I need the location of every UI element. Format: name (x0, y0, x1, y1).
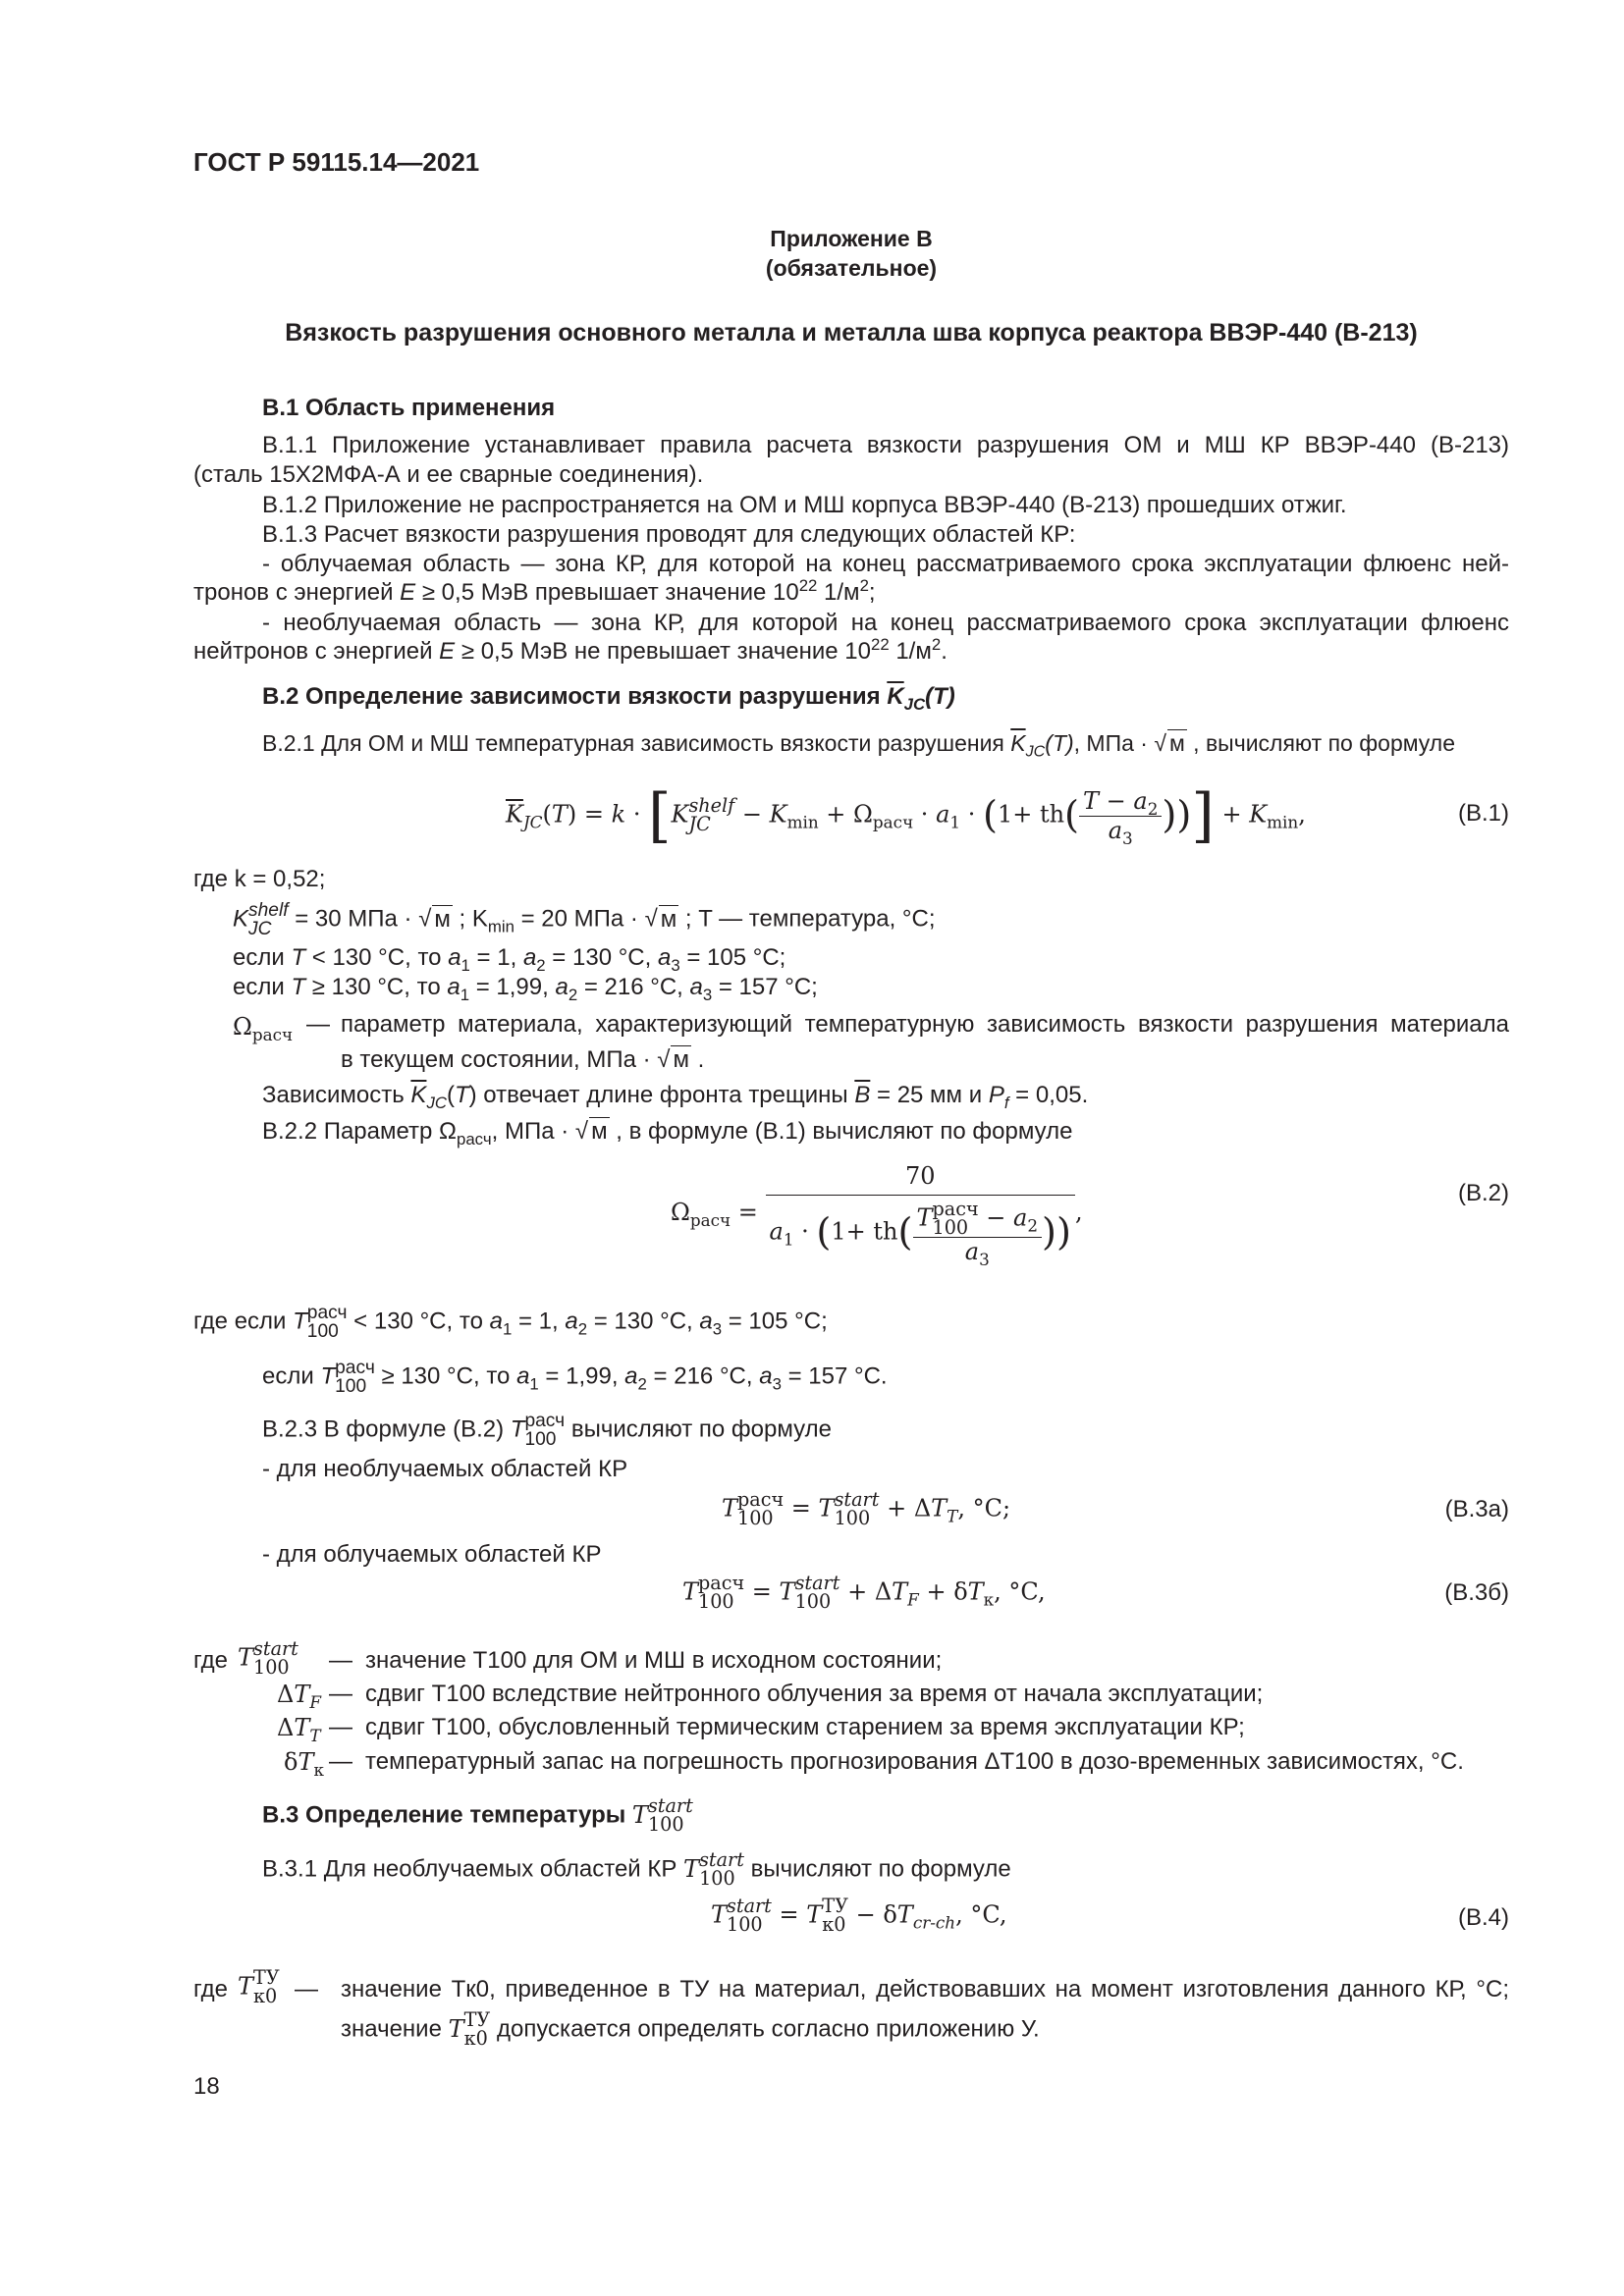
section-heading-b3: В.3 Определение температуры T start 100 (262, 1794, 693, 1837)
equation-number-b1: (В.1) (1457, 800, 1509, 827)
formula-b3a: T расч 100 = T start 100 + $\Delta T_T$, °C; (722, 1488, 1011, 1530)
paragraph-b11-line2: (сталь 15Х2МФА-А и ее сварные соединения). (193, 461, 704, 488)
paragraph-b11-line1: В.1.1 Приложение устанавливает правила расчета вязкости разрушения ОМ и МШ КР ВВЭР-440 (В-213) (262, 432, 1509, 458)
definitions-where-label: где (193, 1647, 229, 1674)
def-delta-tt-dash: — (329, 1714, 352, 1740)
paragraph-b22: В.2.2 Параметр $\Omega_{расч}$, МПа · √ м , в формуле (В.1) вычисляют по формуле (262, 1118, 1073, 1148)
b4-where-label: где (193, 1976, 229, 2002)
def-t100-start-dash: — (329, 1647, 352, 1674)
section-heading-b1: В.1 Область применения (262, 395, 556, 421)
def-delta-tf-symbol: $\Delta T_F$ (277, 1681, 322, 1712)
bullet-nonirradiated-line2: нейтронов с энергией E ≥ 0,5 МэВ не превышает значение $10^{22}$ $1/м^2$. (193, 635, 947, 665)
def-t100-start-symbol: T start 100 (238, 1637, 298, 1680)
b4-dash: — (295, 1976, 318, 2002)
def-delta-tf-dash: — (329, 1681, 352, 1707)
def-delta-tf-text: сдвиг T100 вследствие нейтронного облучения за время от начала эксплуатации; (365, 1681, 1264, 1707)
tk0-tu-symbol: T ТУ к0 (238, 1966, 280, 2008)
paragraph-b31: В.3.1 Для необлучаемых областей КР T start 100 вычисляют по формуле (262, 1848, 1011, 1891)
annex-title: Приложение В (770, 226, 933, 251)
equation-number-b4: (В.4) (1457, 1904, 1509, 1931)
section-heading-b2: В.2 Определение зависимости вязкости разрушения $\overline{K}_{JC}(T)$ (262, 683, 955, 714)
page-number: 18 (193, 2073, 220, 2100)
nonirradiated-areas-label: - для необлучаемых областей КР (262, 1456, 628, 1482)
equation-number-b3b: (В.3б) (1444, 1579, 1509, 1606)
formula-b2: $\Omega_{расч}$ = 70 $a_1 \cdot (1+ th$( T расч 100 − $a_2$ $a_3$ )) , (671, 1158, 1083, 1266)
paragraph-b12: В.1.2 Приложение не распространяется на ОМ и МШ корпуса ВВЭР-440 (В-213) прошедших отжиг. (262, 492, 1347, 518)
formula-b1: $\overline{K}_{JC}(T) = k \cdot [K$ shelf JC − $K_{min} + \Omega_{расч} \cdot a_1 \cdot (1+ th$( $\frac{T - a_2}{a_3}$ ))] + $K_{min}$, (506, 781, 1306, 850)
bullet-irradiated-line2: тронов с энергией E ≥ 0,5 МэВ превышает значение $10^{22}$ $1/м^2$; (193, 576, 876, 606)
paragraph-b13: В.1.3 Расчет вязкости разрушения проводят для следующих областей КР: (262, 521, 1076, 548)
omega-description-line1: параметр материала, характеризующий температурную зависимость вязкости разрушения материала (341, 1011, 1509, 1038)
def-delta-tt-text: сдвиг T100, обусловленный термическим старением за время эксплуатации КР; (365, 1714, 1245, 1740)
b4-definition-line1: значение Tк0, приведенное в ТУ на материал, действовавших на момент изготовления данного КР, °C; (341, 1976, 1509, 2002)
document-header: ГОСТ Р 59115.14—2021 (193, 147, 480, 177)
bullet-nonirradiated-line1: - необлучаемая область — зона КР, для которой на конец рассматриваемого срока эксплуатации флюенс (262, 610, 1509, 636)
annex-status: (обязательное) (765, 255, 938, 281)
condition-t-ge-130: если T ≥ 130 °C, то $a_1 = 1,99$, $a_2 = 216$ °C, $a_3 = 157$ °C; (233, 974, 818, 1004)
paragraph-b21: В.2.1 Для ОМ и МШ температурная зависимость вязкости разрушения $\overline{K}_{JC}(T)$, МПа · √ м , вычисляют по формуле (262, 730, 1456, 761)
def-delta-tt-symbol: $\Delta T_T$ (277, 1714, 321, 1745)
condition-t-less-130: если T < 130 °C, то $a_1 = 1$, $a_2 = 130$ °C, $a_3 = 105$ °C; (233, 944, 786, 975)
annex-main-title: Вязкость разрушения основного металла и металла шва корпуса реактора ВВЭР-440 (В-213) (285, 319, 1418, 347)
omega-description-line2: в текущем состоянии, МПа · √ м . (341, 1046, 705, 1073)
condition-t100-less-130: где если T расч 100 < 130 °C, то $a_1 = 1$, $a_2 = 130$ °C, $a_3 = 105$ °C; (193, 1303, 828, 1343)
omega-dash: — (306, 1011, 330, 1038)
equation-number-b3a: (В.3а) (1444, 1496, 1509, 1522)
formula-b3b: T расч 100 = T start 100 + $\Delta T_F + \delta T_к$, °C, (682, 1572, 1046, 1614)
formula-b4: T start 100 = T ТУ к0 − $\delta T_{cr-ch}$, °C, (711, 1895, 1007, 1937)
condition-t100-ge-130: если T расч 100 ≥ 130 °C, то $a_1 = 1,99$, $a_2 = 216$ °C, $a_3 = 157$ °C. (262, 1358, 888, 1398)
where-k: где k = 0,52; (193, 866, 326, 892)
irradiated-areas-label: - для облучаемых областей КР (262, 1541, 602, 1568)
paragraph-b23: В.2.3 В формуле (В.2) T расч 100 вычисляют по формуле (262, 1411, 832, 1451)
bullet-irradiated-line1: - облучаемая область — зона КР, для которой на конец рассматриваемого срока эксплуатации флюенс ней- (262, 551, 1509, 577)
dependence-statement: Зависимость $\overline{K}_{JC}(T)$ отвечает длине фронта трещины $\overline{B} = 25$ мм и $P_f = 0,05$. (262, 1082, 1089, 1112)
def-delta-tk-text: температурный запас на погрешность прогнозирования ΔT100 в дозо-временных зависимостях, °C. (365, 1748, 1464, 1775)
kshelf-definition: K shelf JC = 30 МПа · √ м ; $K_{min} = 20$ МПа · √ м ; T — температура, °C; (233, 900, 936, 940)
omega-symbol: $\Omega_{расч}$ (233, 1013, 294, 1044)
def-delta-tk-dash: — (329, 1748, 352, 1775)
def-delta-tk-symbol: $\delta T_к$ (284, 1748, 324, 1780)
equation-number-b2: (В.2) (1457, 1180, 1509, 1206)
b4-definition-line2: значение T ТУ к0 допускается определять согласно приложению У. (341, 2008, 1040, 2051)
def-t100-start-text: значение T100 для ОМ и МШ в исходном состоянии; (365, 1647, 943, 1674)
